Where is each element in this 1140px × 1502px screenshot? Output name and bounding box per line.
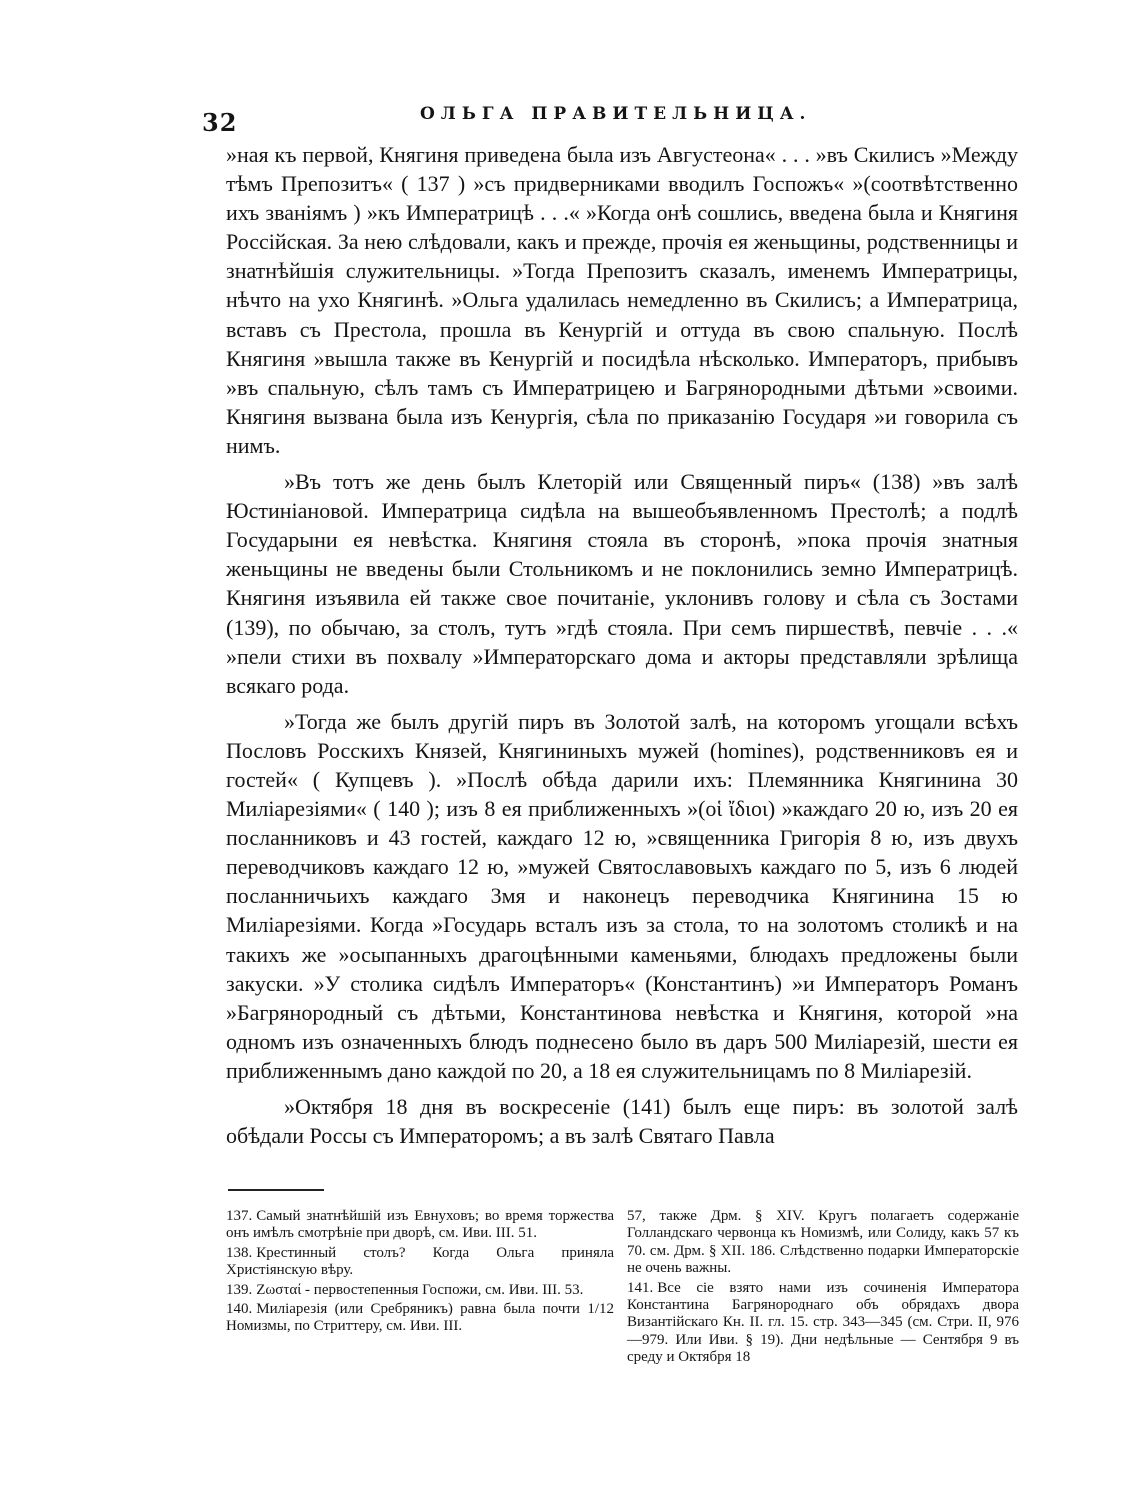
footnote-140-continued bbox=[627, 1208, 1019, 1278]
footnote-text: Самый знатнѣйшiй изъ Евнуховъ; во время торжества онъ имѣлъ смотрѣнiе при дворѣ, см. Иви. III. 51. bbox=[226, 1208, 614, 1242]
footnote-141 bbox=[627, 1280, 1019, 1367]
footnote-text: 57, также Дрм. § XIV. Кругъ полагаетъ содержанiе Голландскаго червонца къ Номизмѣ, или Солиду, какъ 57 къ 70. см. Дрм. § XII. 186. Слѣдственно подарки Императорскiе не очень важны. bbox=[627, 1208, 1019, 1277]
footnote-140 bbox=[226, 1301, 614, 1336]
paragraph: »Тогда же былъ другiй пиръ въ Золотой залѣ, на которомъ угощали всѣхъ Пословъ Росскихъ Князей, Княгининыхъ мужей (homines), родственниковъ ея и гостей« ( Купцевъ ). »Послѣ обѣда дарили ихъ: Племянника Княгинина 30 Милiарезiями« ( 140 ); изъ 8 ея приближенныхъ »(οἱ ἴδιοι) »каждаго 20 ю, изъ 20 ея посланниковъ и 43 гостей, каждаго 12 ю, »священника Григорiя 8 ю, изъ двухъ переводчиковъ каждаго 12 ю, »мужей Святославовыхъ каждаго по 5, изъ 6 людей посланничьихъ каждаго 3мя и наконецъ переводчика Княгинина 15 ю Милiарезiями. Когда »Государь всталъ изъ за стола, то на золотомъ столикѣ и на такихъ же »осыпанныхъ драгоцѣнными каменьями, блюдахъ предложены были закуски. »У столика сидѣлъ Императоръ« (Константинъ) »и Императоръ Романъ »Багрянородный съ дѣтьми, Константинова невѣстка и Княгиня, которой »на одномъ изъ означенныхъ блюдъ поднесено было въ даръ 500 Милiарезiй, шести ея приближеннымъ дано каждой по 20, а 18 ея служительницамъ по 8 Милiарезiй. bbox=[226, 708, 1018, 1083]
paragraph-continuation: »ная къ первой, Княгиня приведена была изъ Августеона« . . . »въ Скилисъ »Между тѣмъ Препозитъ« ( 137 ) »съ придверниками вводилъ Госпожъ« »(соотвѣтственно ихъ званiямъ ) »къ Императрицѣ . . .« »Когда онѣ сошлись, введена была и Княгиня Россiйская. За нею слѣдовали, какъ и прежде, прочiя ея женьщины, родственницы и знатнѣйшiя служительницы. »Тогда Препозитъ сказалъ, именемъ Императрицы, нѣчто на ухо Княгинѣ. »Ольга удалилась немедленно въ Скилисъ; а Императрица, вставъ съ Престола, прошла въ Кенургiй и оттуда въ свою спальную. Послѣ Княгиня »вышла также въ Кенургiй и посидѣла нѣсколько. Императоръ, прибывъ »въ спальную, сѣлъ тамъ съ Императрицею и Багрянородными дѣтьми »своими. Княгиня вызвана была изъ Кенургiя, сѣла по приказанiю Государя »и говорила съ нимъ. bbox=[226, 142, 1018, 458]
main-text bbox=[226, 140, 1018, 1150]
footnote-text: Милiарезiя (или Сребряникъ) равна была почти 1/12 Номизмы, по Стриттеру, см. Иви. III. bbox=[226, 1301, 614, 1335]
footnote-number: 138. bbox=[226, 1244, 253, 1261]
footnote-text: Все сiе взято нами изъ сочиненiя Императора Константина Багрянороднаго объ обрядахъ двора Византiйскаго Кн. II. гл. 15. стр. 343—345 (см. Стри. II, 976—979. Или Иви. § 19). Дни недѣльные — Сентября 9 въ среду и Октября 18 bbox=[627, 1279, 1019, 1366]
footnote-137 bbox=[226, 1208, 614, 1243]
paragraph: »Октября 18 дня въ воскресенiе (141) былъ еще пиръ: въ золотой залѣ обѣдали Россы съ Императоромъ; а въ залѣ Святаго Павла bbox=[226, 1094, 1018, 1149]
running-title: ОЛЬГА ПРАВИТЕЛЬНИЦА. bbox=[420, 104, 812, 124]
paragraph: »Въ тотъ же день былъ Клеторiй или Священный пиръ« (138) »въ залѣ Юстинiановой. Императрица сидѣла на вышеобъявленномъ Престолѣ; а подлѣ Государыни ея невѣстка. Княгиня стояла въ сторонѣ, »пока прочiя знатныя женьщины не введены были Стольникомъ и не поклонились земно Императрицѣ. Княгиня изъявила ей также свое почитанiе, уклонивъ голову и сѣла съ Зостами (139), по обычаю, за столъ, тутъ »гдѣ стояла. При семъ пиршествѣ, певчiе . . .« »пели стихи въ похвалу »Императорскаго дома и акторы представляли зрѣлища всякаго рода. bbox=[226, 469, 1018, 698]
footnote-138 bbox=[226, 1245, 614, 1280]
footnote-number: 141. bbox=[627, 1279, 654, 1296]
footnotes-right-column bbox=[627, 1208, 1019, 1369]
footnote-number: 139. bbox=[226, 1281, 253, 1298]
footnote-number: 137. bbox=[226, 1208, 253, 1224]
footnote-139 bbox=[226, 1282, 614, 1299]
footnote-divider bbox=[228, 1189, 324, 1191]
footnote-text: Крестинный столъ? Когда Ольга приняла Христiянскую вѣру. bbox=[226, 1244, 614, 1279]
page-number: 32 bbox=[202, 108, 238, 137]
footnote-number: 140. bbox=[226, 1301, 253, 1318]
footnotes-left-column bbox=[226, 1208, 614, 1338]
footnote-text: Ζωσταί - первостепенныя Госпожи, см. Иви. III. 53. bbox=[256, 1281, 584, 1298]
